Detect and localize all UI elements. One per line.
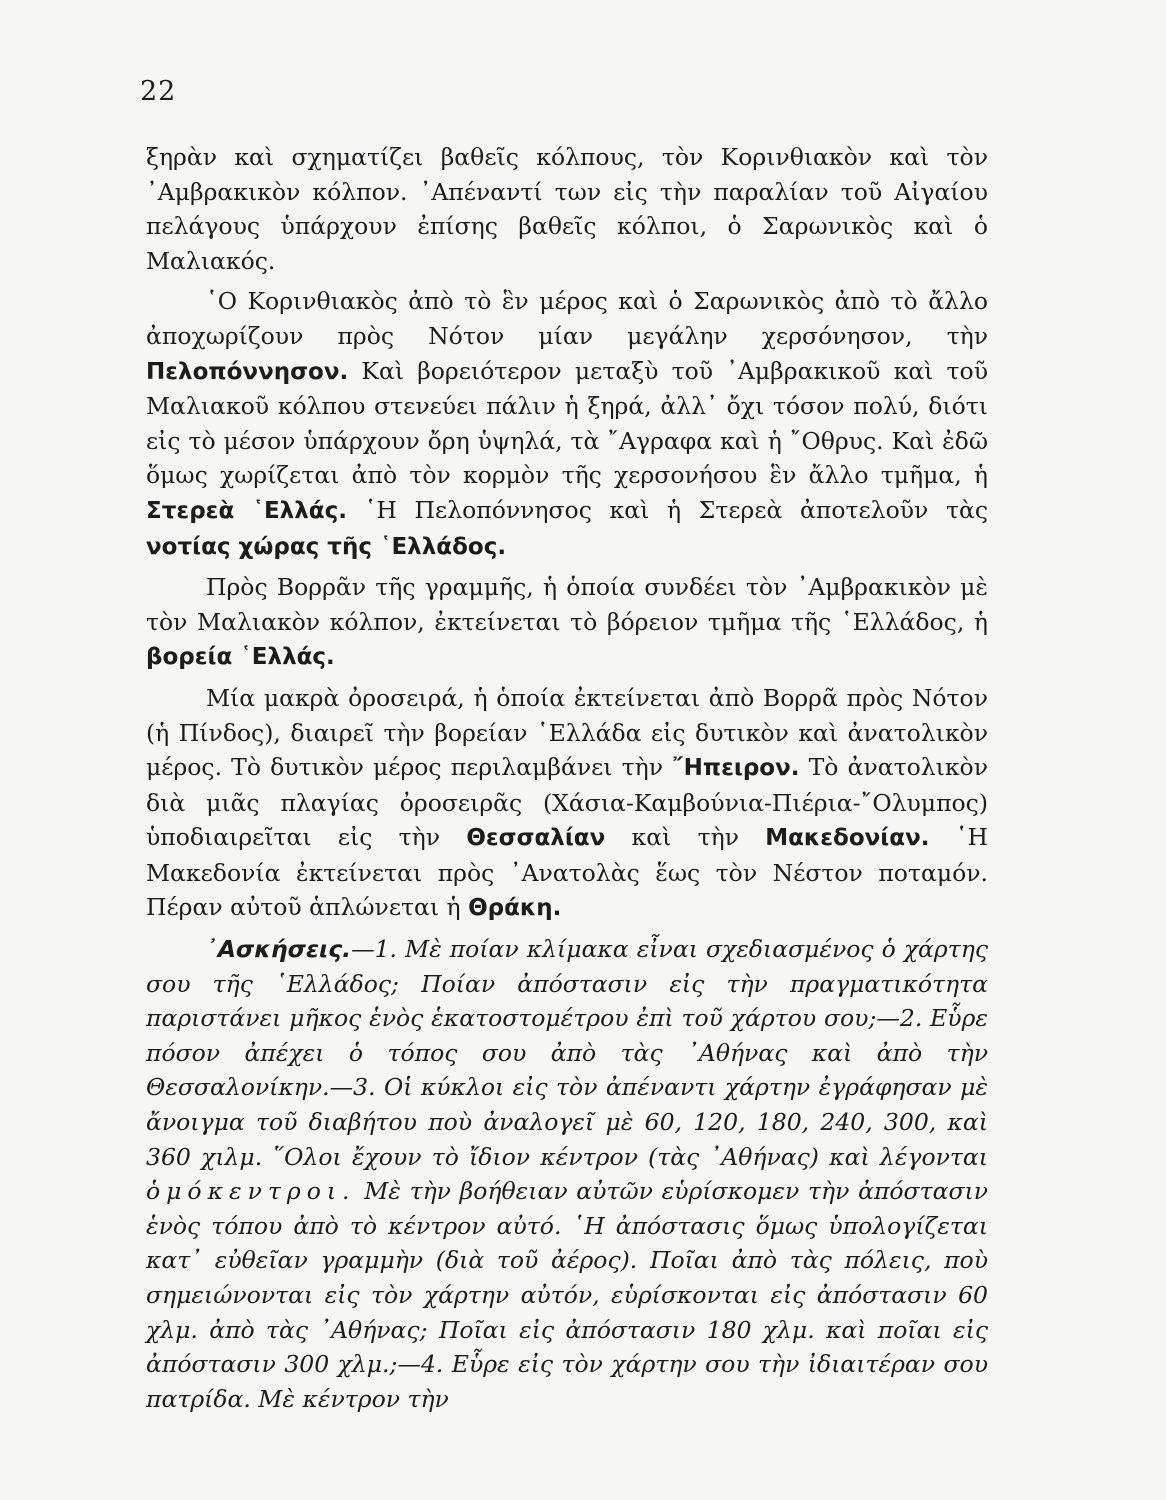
term-southern-lands: νοτίας χώρας τῆς ῾Ελλάδος. <box>146 533 507 560</box>
exercises-spaced-term: ὁμόκεντροι. <box>146 1177 356 1206</box>
term-sterea-ellas: Στερεὰ ῾Ελλάς. <box>146 497 347 524</box>
term-thrace: Θράκη. <box>468 895 562 922</box>
paragraph-text: Μία μακρὰ ὀροσειρά, ἡ ὁποία ἐκτείνεται ἀπὸ Βορρᾶ πρὸς Νότον (ἡ Πίνδος), διαιρεῖ τὴν βορείαν ῾Ελλάδα εἰς δυτικὸν καὶ ἀνατολικὸν μέρος. Τὸ δυτικὸν μέρος περιλαμβάνει τὴν <box>146 683 988 782</box>
exercises-text: —1. Μὲ ποίαν κλίμακα εἶναι σχεδιασμένος ὁ χάρτης σου τῆς ῾Ελλάδος; Ποίαν ἀπόστασιν εἰς τὴν πραγματικότητα παριστάνει μῆκος ἑνὸς ἑκατοστομέτρου ἐπὶ τοῦ χάρτου σου;—2. Εὗρε πόσον ἀπέχει ὁ τόπος σου ἀπὸ τὰς ᾿Αθήνας καὶ ἀπὸ τὴν Θεσσαλονίκην.—3. Οἱ κύκλοι εἰς τὸν ἀπέναντι χάρτην ἐγράφησαν μὲ ἄνοιγμα τοῦ διαβήτου ποὺ ἀναλογεῖ μὲ 60, 120, 180, 240, 300, καὶ 360 χιλμ. ῞Ολοι ἔχουν τὸ ἴδιον κέντρον (τὰς ᾿Αθήνας) καὶ λέγονται <box>146 935 988 1171</box>
term-thessaly: Θεσσαλίαν <box>466 825 606 852</box>
paragraph-text: Καὶ βορειότερον μεταξὺ τοῦ ᾿Αμβρακικοῦ καὶ τοῦ Μαλιακοῦ κόλπου στενεύει πάλιν ἡ ξηρά, ἀλλ᾿ ὄχι τόσον πολύ, διότι εἰς τὸ μέσον ὑπάρχουν ὄρη ὑψηλά, τὰ ῎Αγραφα καὶ ἡ ῎Οθρυς. Καὶ ἐδῶ ὅμως χωρίζεται ἀπὸ τὸν κορμὸν τῆς χερσονήσου ἓν ἄλλο τμῆμα, ἡ <box>146 356 988 490</box>
term-peloponnisos: Πελοπόννησον. <box>146 358 349 385</box>
paragraph-text: ῾Η Μακεδονία ἐκτείνεται πρὸς ᾿Ανατολὰς ἕως τὸν Νέστον ποταμόν. Πέραν αὐτοῦ ἁπλώνεται ἡ <box>146 823 988 922</box>
page-body <box>146 140 988 1416</box>
paragraph-text: ῾Η Πελοπόννησος καὶ ἡ Στερεὰ ἀποτελοῦν τὰς <box>346 495 988 524</box>
paragraph-north <box>146 570 988 675</box>
term-northern-greece: βορεία ῾Ελλάς. <box>146 644 335 671</box>
term-epirus: ῎Ηπειρον. <box>672 755 800 782</box>
paragraph-text: Τὸ ἀνατολικὸν διὰ μιᾶς πλαγίας ὀροσειρᾶς (Χάσια-Καμβούνια-Πιέρια-῎Ολυμπος) ὑποδιαιρεῖται εἰς τὴν <box>146 753 988 852</box>
paragraph-text: Πρὸς Βορρᾶν τῆς γραμμῆς, ἡ ὁποία συνδέει τὸν ᾿Αμβρακικὸν μὲ τὸν Μαλιακὸν κόλπον, ἐκτείνεται τὸ βόρειον τμῆμα τῆς ῾Ελλάδος, ἡ <box>146 573 988 636</box>
paragraph-text: καὶ τὴν <box>605 823 766 852</box>
term-macedonia: Μακεδονίαν. <box>765 825 930 852</box>
exercises-text: Μὲ τὴν βοήθειαν αὐτῶν εὑρίσκομεν τὴν ἀπόστασιν ἑνὸς τόπου ἀπὸ τὸ κέντρον αὐτό. ῾Η ἀπόστασις ὅμως ὑπολογίζεται κατ᾿ εὐθεῖαν γραμμὴν (διὰ τοῦ ἀέρος). Ποῖαι ἀπὸ τὰς πόλεις, ποὺ σημειώνονται εἰς τὸν χάρτην αὐτόν, εὑρίσκονται εἰς ἀπόστασιν 60 χλμ. ἀπὸ τὰς ᾿Αθήνας; Ποῖαι εἰς ἀπόστασιν 180 χλμ. καὶ ποῖαι εἰς ἀπόστασιν 300 χλμ.;—4. Εὗρε εἰς τὸν χάρτην σου τὴν ἰδιαιτέραν σου πατρίδα. Μὲ κέντρον τὴν <box>146 1177 988 1413</box>
page-number: 22 <box>140 76 177 107</box>
exercises-label: ᾿Ασκήσεις. <box>206 935 352 964</box>
paragraph-gulfs: ξηρὰν καὶ σχηματίζει βαθεῖς κόλπους, τὸν Κορινθιακὸν καὶ τὸν ᾿Αμβρακικὸν κόλπον. ᾿Απέναντί των εἰς τὴν παραλίαν τοῦ Αἰγαίου πελάγους ὑπάρχουν ἐπίσης βαθεῖς κόλποι, ὁ Σαρωνικὸς καὶ ὁ Μαλιακός. <box>146 143 988 275</box>
exercises-section <box>146 932 988 1416</box>
paragraph-peloponnese <box>146 284 988 564</box>
paragraph-text: ῾Ο Κορινθιακὸς ἀπὸ τὸ ἓν μέρος καὶ ὁ Σαρωνικὸς ἀπὸ τὸ ἄλλο ἀποχωρίζουν πρὸς Νότον μίαν μεγάλην χερσόνησον, τὴν <box>146 287 988 350</box>
paragraph-pindus <box>146 681 988 926</box>
